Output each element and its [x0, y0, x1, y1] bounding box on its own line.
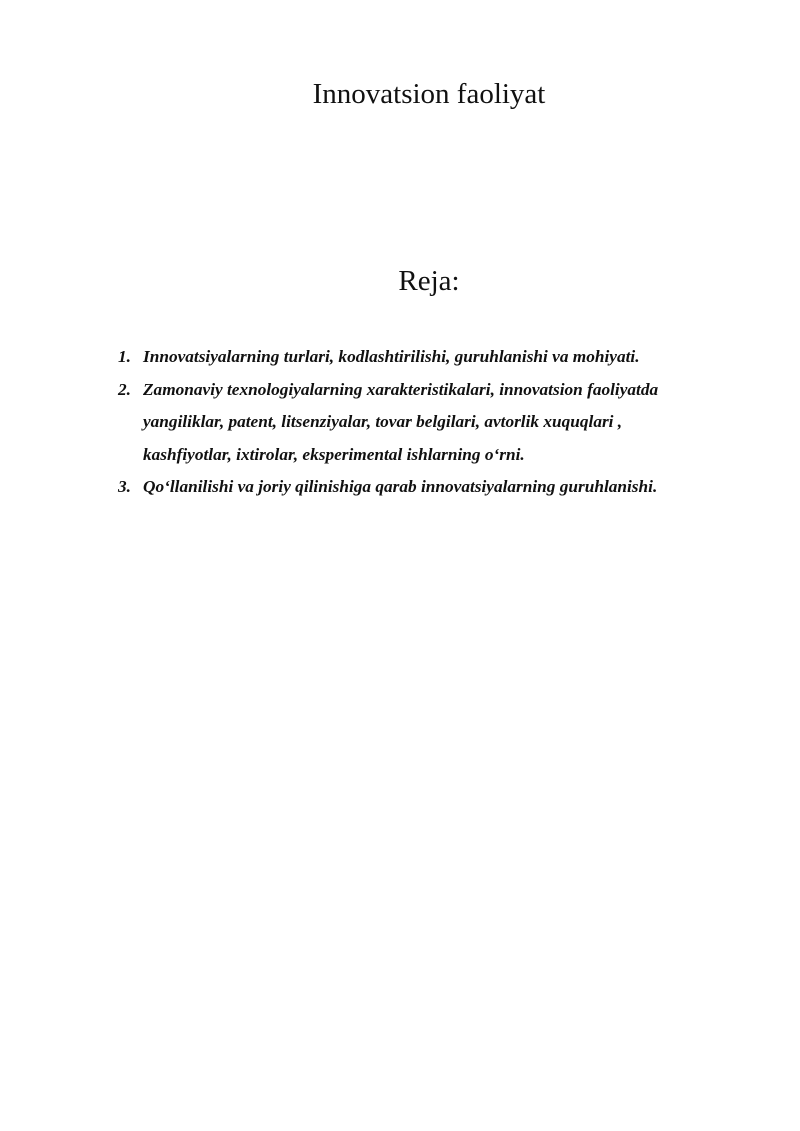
- plan-item-number: 2.: [118, 379, 131, 399]
- plan-item-3: [118, 471, 718, 504]
- plan-item-number: 3.: [118, 477, 131, 496]
- plan-item-text: Zamonaviy texnologiyalarning xarakteristikalari, innovatsion faoliyatda yangiliklar, patent, litsenziyalar, tovar belgilari, avtorlik xuquqlari , kashfiyotlar, ixtirolar, eksperimental ishlarning o‘rni.: [143, 379, 659, 464]
- document-title: Innovatsion faoliyat: [312, 78, 546, 110]
- plan-item-text: Innovatsiyalarning turlari, kodlashtirilishi, guruhlanishi va mohiyati.: [143, 347, 640, 366]
- plan-item-text: Qo‘llanilishi va joriy qilinishiga qarab innovatsiyalarning guruhlanishi.: [143, 477, 658, 496]
- plan-item-2: [118, 374, 718, 472]
- plan-item-number: 1.: [118, 347, 131, 366]
- plan-item-1: [118, 341, 718, 374]
- plan-heading: Reja:: [398, 265, 460, 297]
- plan-list: [118, 341, 718, 504]
